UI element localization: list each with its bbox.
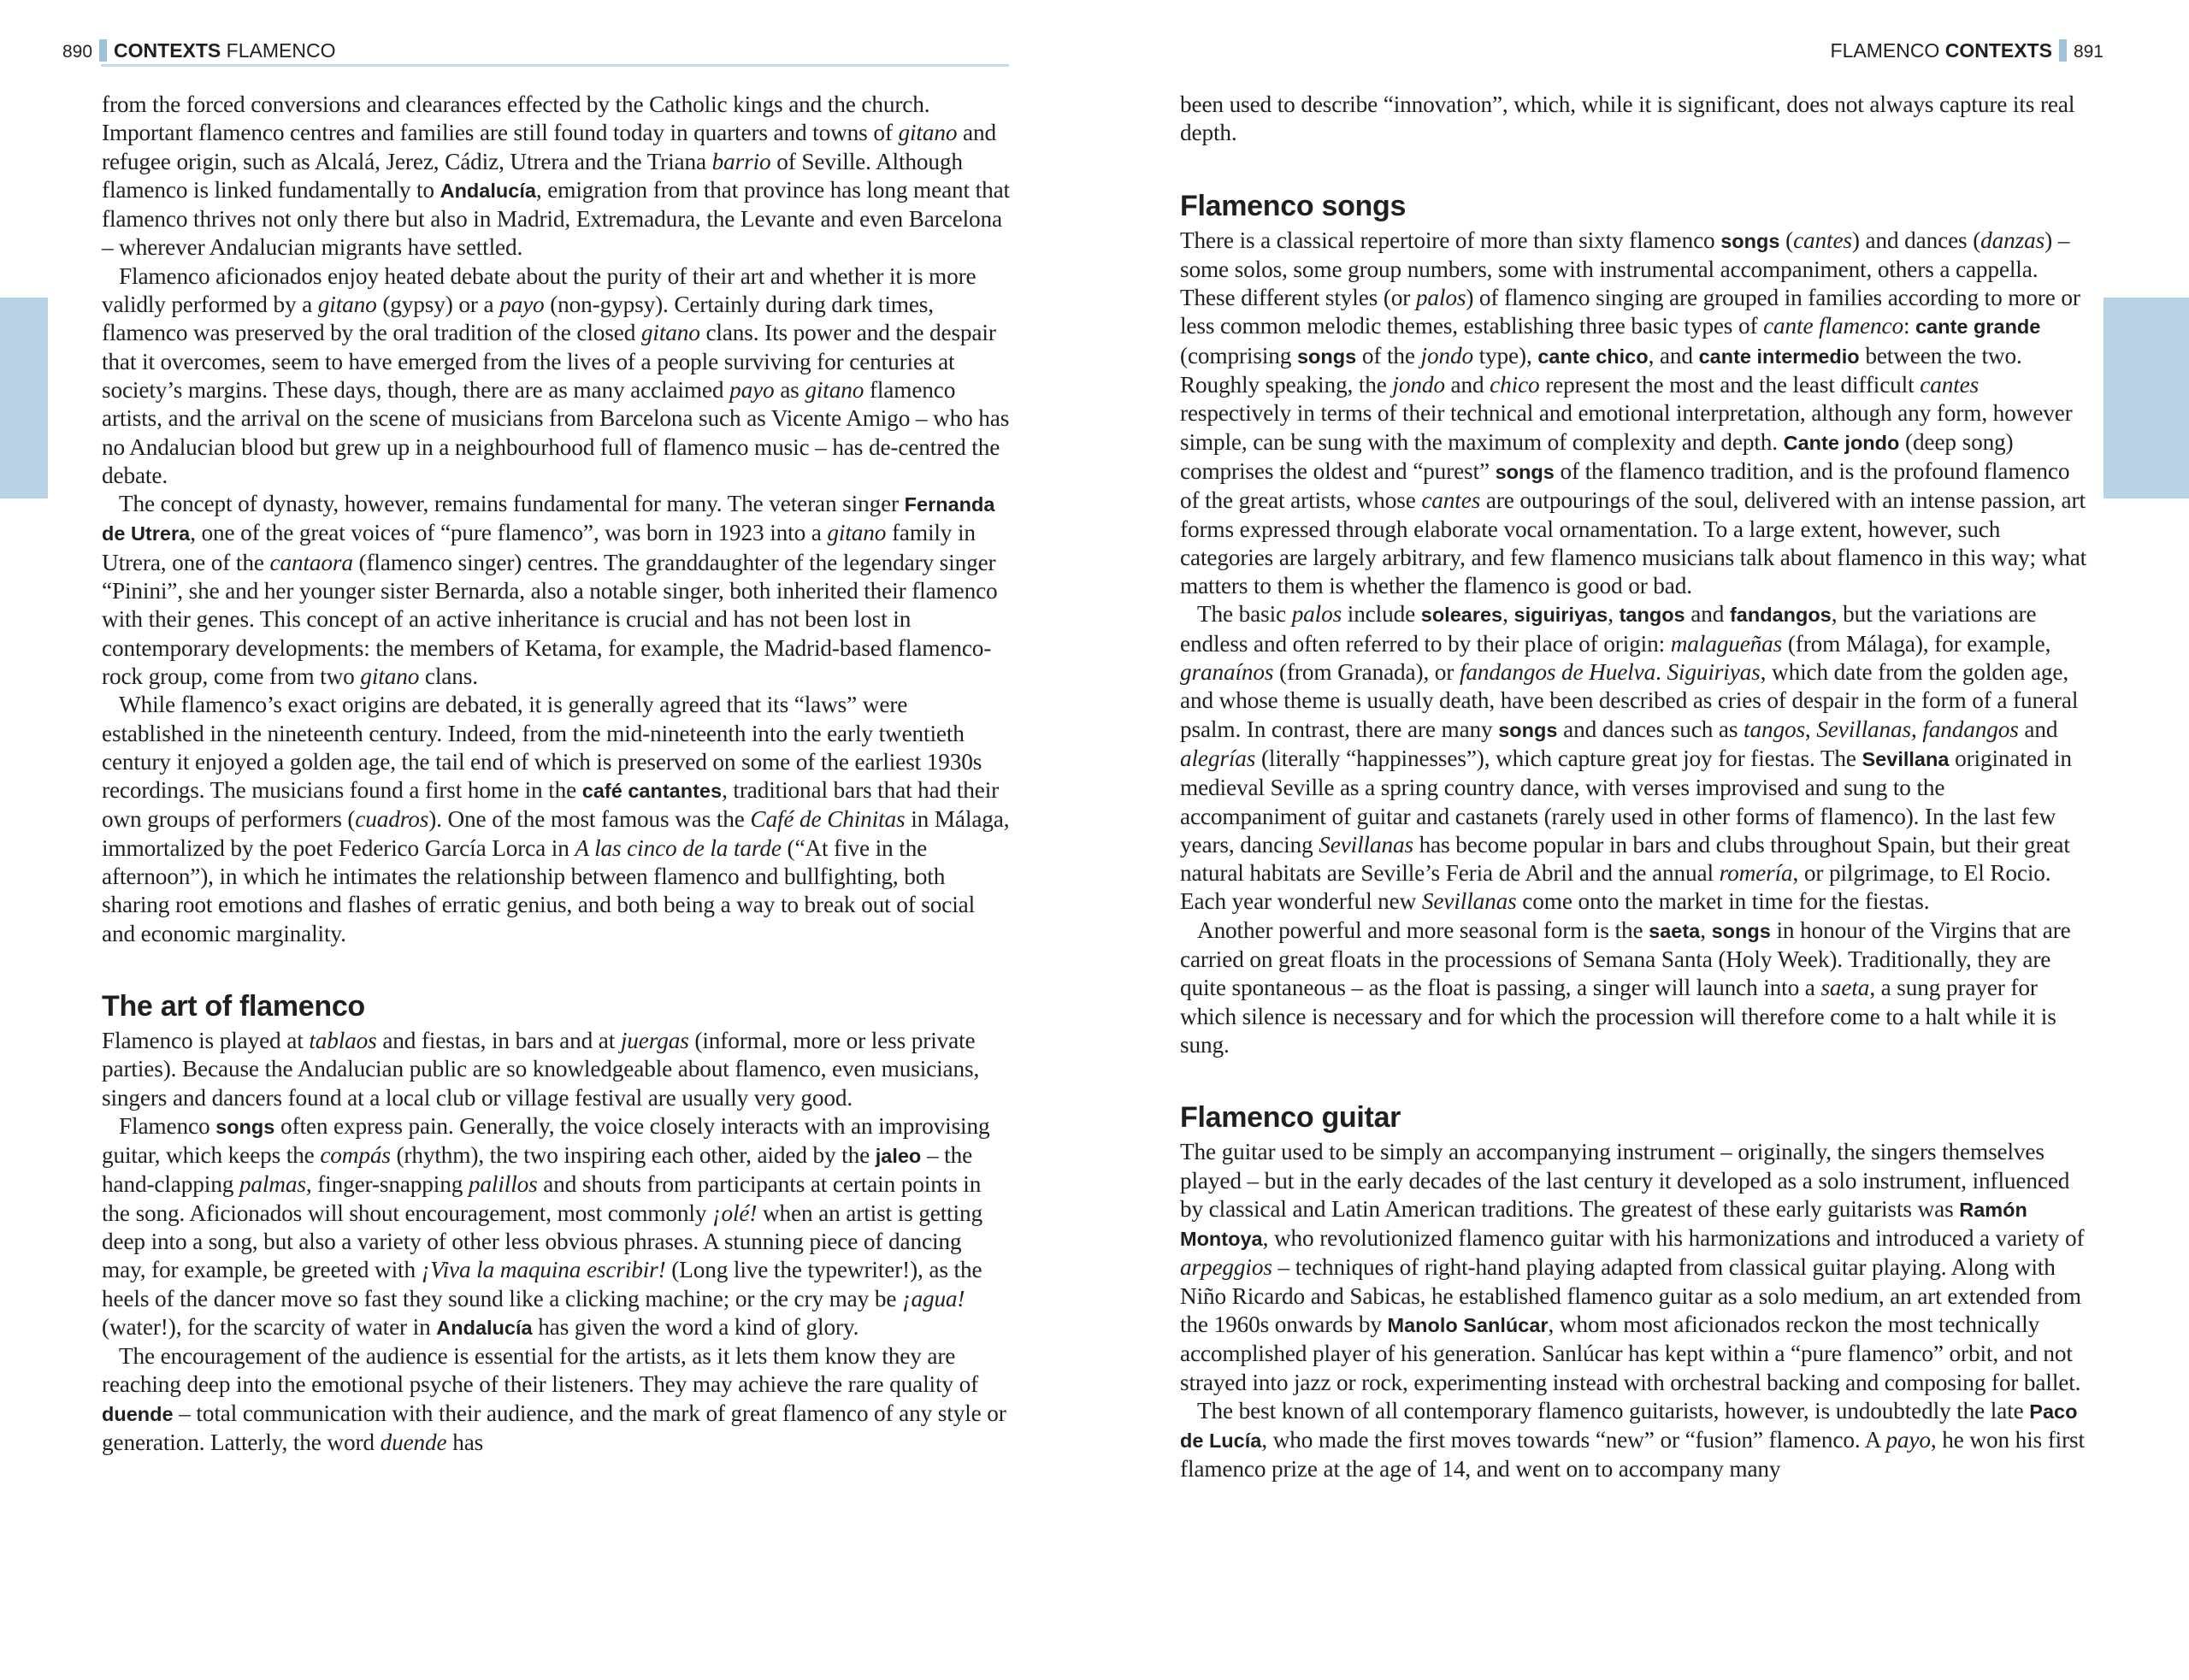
header-rule: [101, 64, 1009, 67]
body-paragraph: The best known of all contemporary flamenco guitarists, however, is undoubtedly the late Paco de Lucía, who made the first moves towards “new” or “fusion” flamenco. A payo, he won his first flamenco prize at the age of 14, and went on to accompany many: [1180, 1397, 2085, 1483]
section-heading: Flamenco guitar: [1180, 1101, 1401, 1135]
continuation-paragraphs: [1180, 91, 2088, 148]
body-paragraph: There is a classical repertoire of more than sixty flamenco songs (cantes) and dances (danzas) – some solos, some group numbers, some with instrumental accompaniment, others a cappella. These different styles (or palos) of flamenco singing are grouped in families according to more or less common melodic themes, establishing three basic types of cante flamenco: cante grande (comprising songs of the jondo type), cante chico, and cante intermedio between the two. Roughly speaking, the jondo and chico represent the most and the least difficult cantes respectively in terms of their technical and emotional interpretation, although any form, however simple, can be sung with the maximum of complexity and depth. Cante jondo (deep song) comprises the oldest and “purest” songs of the flamenco tradition, and is the profound flamenco of the great artists, whose cantes are outpourings of the soul, delivered with an intense passion, art forms expressed through elaborate vocal ornamentation. To a large extent, however, such categories are largely arbitrary, and few flamenco musicians talk about flamenco in this way; what matters to them is whether the flamenco is good or bad.: [1180, 227, 2087, 599]
right-column: [1180, 91, 2088, 1484]
body-paragraph: Flamenco songs often express pain. Generally, the voice closely interacts with an improvising guitar, which keeps the compás (rhythm), the two inspiring each other, aided by the jaleo – the hand-clapping palmas, finger-snapping palillos and shouts from participants at certain points in the song. Aficionados will shout encouragement, most commonly ¡olé! when an artist is getting deep into a song, but also a variety of other less obvious phrases. A stunning piece of dancing may, for example, be greeted with ¡Viva la maquina escribir! (Long live the typewriter!), as the heels of the dancer move so fast they sound like a clicking machine; or the cry may be ¡agua! (water!), for the scarcity of water in Andalucía has given the word a kind of glory.: [102, 1112, 990, 1340]
body-paragraph: The basic palos include soleares, siguiriyas, tangos and fandangos, but the variations are endless and often referred to by their place of origin: malagueñas (from Málaga), for example, granaínos (from Granada), or fandangos de Huelva. Siguiriyas, which date from the golden age, and whose theme is usually death, have been described as cries of despair in the form of a funeral psalm. In contrast, there are many songs and dances such as tangos, Sevillanas, fandangos and alegrías (literally “happinesses”), which capture great joy for fiestas. The Sevillana originated in medieval Seville as a spring country dance, with verses improvised and sung to the accompaniment of guitar and castanets (rarely used in other forms of flamenco). In the last few years, dancing Sevillanas has become popular in bars and clubs throughout Spain, but their great natural habitats are Seville’s Feria de Abril and the annual romería, or pilgrimage, to El Rocio. Each year wonderful new Sevillanas come onto the market in time for the fiestas.: [1180, 601, 2079, 915]
running-header-right: [1831, 38, 2103, 63]
body-paragraph: been used to describe “innovation”, which, while it is significant, does not always capture its real depth.: [1180, 91, 2075, 146]
section-tab-marker: [0, 298, 48, 498]
section-label: CONTEXTS: [1944, 39, 2052, 62]
left-column: [102, 91, 1010, 1457]
intro-paragraphs: [102, 91, 1010, 948]
body-paragraph: The encouragement of the audience is essential for the artists, as it lets them know they are reaching deep into the emotional psyche of their listeners. They may achieve the rare quality of duende – total communication with their audience, and the mark of great flamenco of any style or generation. Latterly, the word duende has: [102, 1343, 1006, 1456]
section-tab-marker: [2103, 298, 2189, 498]
left-page: [0, 0, 1094, 1680]
page-number: 890: [62, 42, 93, 62]
header-divider: [2059, 39, 2067, 62]
running-header-left: [62, 38, 335, 63]
art-paragraphs: [102, 1027, 1010, 1457]
body-paragraph: Flamenco aficionados enjoy heated debate about the purity of their art and whether it is more validly performed by a gitano (gypsy) or a payo (non-gypsy). Certainly during dark times, flamenco was preserved by the oral tradition of the closed gitano clans. Its power and the despair that it overcomes, seem to have emerged from the lives of a people surviving for centuries at society’s margins. These days, though, there are as many acclaimed payo as gitano flamenco artists, and the arrival on the scene of musicians from Barcelona such as Vicente Amigo – who has no Andalucian blood but grew up in a neighbourhood full of flamenco music – has de-centred the debate.: [102, 262, 1010, 488]
body-paragraph: Flamenco is played at tablaos and fiestas, in bars and at juergas (informal, more or less private parties). Because the Andalucian public are so knowledgeable about flamenco, even musicians, singers and dancers found at a local club or village festival are usually very good.: [102, 1027, 980, 1111]
page-number: 891: [2073, 42, 2103, 62]
body-paragraph: The guitar used to be simply an accompanying instrument – originally, the singers themselves played – but in the early decades of the last century it developed as a solo instrument, influenced by classical and Latin American traditions. The greatest of these early guitarists was Ramón Montoya, who revolutionized flamenco guitar with his harmonizations and introduced a variety of arpeggios – techniques of right-hand playing adapted from classical guitar playing. Along with Niño Ricardo and Sabicas, he established flamenco guitar as a solo medium, an art extended from the 1960s onwards by Manolo Sanlúcar, whom most aficionados reckon the most technically accomplished player of his generation. Sanlúcar has kept within a “pure flamenco” orbit, and not strayed into jazz or rock, experimenting instead with orchestral backing and composing for ballet.: [1180, 1139, 2085, 1395]
chapter-label: FLAMENCO: [1830, 39, 1940, 62]
section-heading: The art of flamenco: [102, 989, 365, 1023]
body-paragraph: While flamenco’s exact origins are debated, it is generally agreed that its “laws” were established in the nineteenth century. Indeed, from the mid-nineteenth into the early twentieth century it enjoyed a golden age, the tail end of which is preserved on some of the earliest 1930s recordings. The musicians found a first home in the café cantantes, traditional bars that had their own groups of performers (cuadros). One of the most famous was the Café de Chinitas in Málaga, immortalized by the poet Federico García Lorca in A las cinco de la tarde (“At five in the afternoon”), in which he intimates the relationship between flamenco and bullfighting, both sharing root emotions and flashes of erratic genius, and both being a way to break out of social and economic marginality.: [102, 692, 1010, 946]
header-divider: [99, 39, 107, 62]
section-label: CONTEXTS: [114, 39, 221, 62]
body-paragraph: The concept of dynasty, however, remains fundamental for many. The veteran singer Fernanda de Utrera, one of the great voices of “pure flamenco”, was born in 1923 into a gitano family in Utrera, one of the cantaora (flamenco singer) centres. The granddaughter of the legendary singer “Pinini”, she and her younger sister Bernarda, also a notable singer, both inherited their flamenco with their genes. This concept of an active inheritance is crucial and has not been lost in contemporary developments: the members of Ketama, for example, the Madrid-based flamenco-rock group, come from two gitano clans.: [102, 491, 998, 689]
songs-paragraphs: [1180, 227, 2088, 1060]
section-heading: Flamenco songs: [1180, 189, 1407, 222]
guitar-paragraphs: [1180, 1138, 2088, 1484]
chapter-label: FLAMENCO: [226, 39, 336, 62]
body-paragraph: Another powerful and more seasonal form is the saeta, songs in honour of the Virgins that are carried on great floats in the processions of Semana Santa (Holy Week). Traditionally, they are quite spontaneous – as the float is passing, a singer will launch into a saeta, a sung prayer for which silence is necessary and for which the procession will therefore come to a halt while it is sung.: [1180, 917, 2071, 1058]
body-paragraph: from the forced conversions and clearances effected by the Catholic kings and the church. Important flamenco centres and families are still found today in quarters and towns of gitano and refugee origin, such as Alcalá, Jerez, Cádiz, Utrera and the Triana barrio of Seville. Although flamenco is linked fundamentally to Andalucía, emigration from that province has long meant that flamenco thrives not only there but also in Madrid, Extremadura, the Levante and even Barcelona – wherever Andalucian migrants have settled.: [102, 91, 1010, 261]
